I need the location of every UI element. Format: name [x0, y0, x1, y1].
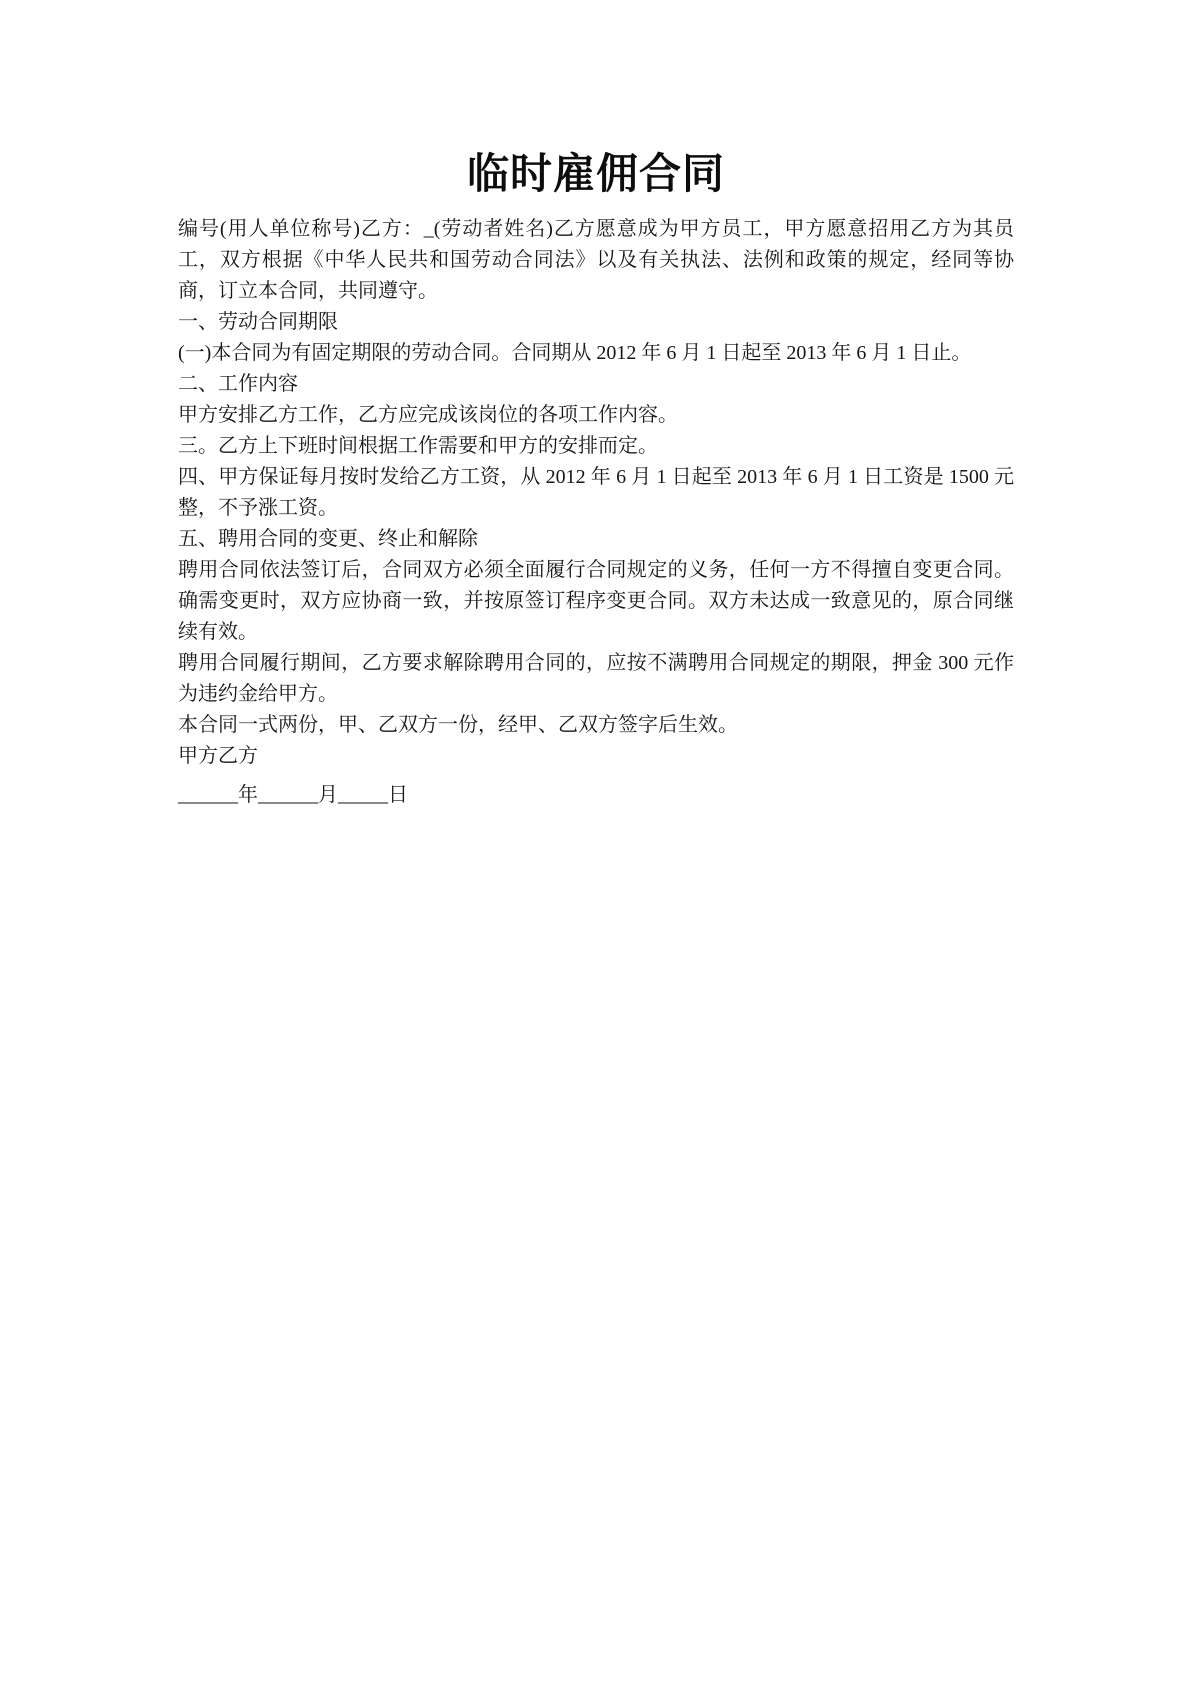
section-1-heading: 一、劳动合同期限: [178, 311, 338, 333]
section-3-clause: 三。乙方上下班时间根据工作需要和甲方的安排而定。: [178, 435, 658, 457]
section-5-clause-1: 聘用合同依法签订后，合同双方必须全面履行合同规定的义务，任何一方不得擅自变更合同。确需变更时，双方应协商一致，并按原签订程序变更合同。双方未达成一致意见的，原合同继续有效。: [178, 559, 1014, 643]
section-2-clause: 甲方安排乙方工作，乙方应完成该岗位的各项工作内容。: [178, 404, 678, 426]
signature-parties-line: 甲方乙方: [178, 745, 258, 767]
signature-date-line: ______年______月_____日: [178, 784, 408, 806]
section-2-heading: 二、工作内容: [178, 373, 298, 395]
document-content: [178, 148, 1014, 811]
section-5-heading: 五、聘用合同的变更、终止和解除: [178, 528, 478, 550]
intro-paragraph: 编号(用人单位称号)乙方：_(劳动者姓名)乙方愿意成为甲方员工，甲方愿意招用乙方为其员工，双方根据《中华人民共和国劳动合同法》以及有关执法、法例和政策的规定，经同等协商，订立本合同，共同遵守。: [178, 218, 1014, 302]
document-title: 临时雇佣合同: [466, 152, 725, 198]
section-4-clause: 四、甲方保证每月按时发给乙方工资，从 2012 年 6 月 1 日起至 2013 年 6 月 1 日工资是 1500 元整，不予涨工资。: [178, 466, 1014, 519]
section-1-clause: (一)本合同为有固定期限的劳动合同。合同期从 2012 年 6 月 1 日起至 2013 年 6 月 1 日止。: [178, 342, 972, 364]
copies-clause: 本合同一式两份，甲、乙双方一份，经甲、乙双方签字后生效。: [178, 714, 738, 736]
section-5-clause-2: 聘用合同履行期间，乙方要求解除聘用合同的，应按不满聘用合同规定的期限，押金 300 元作为违约金给甲方。: [178, 652, 1014, 705]
